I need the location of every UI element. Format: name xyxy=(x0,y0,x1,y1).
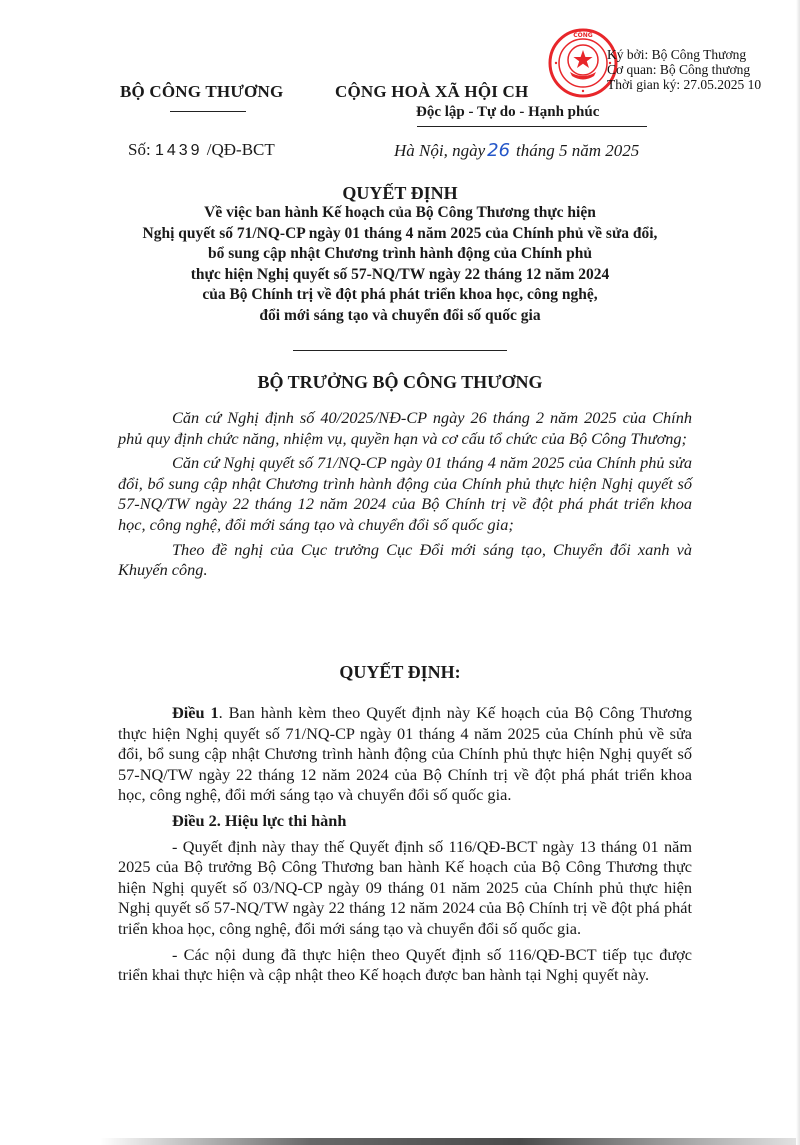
article-1-text: . Ban hành kèm theo Quyết định này Kế hoạch của Bộ Công Thương thực hiện Nghị quyết số 71/NQ-CP ngày 01 tháng 4 năm 2025 của Chính phủ về sửa đổi, bổ sung cập nhật Chương trình hành động của Chính phủ thực hiện Nghị quyết số 57-NQ/TW ngày 22 tháng 12 năm 2024 của Bộ Chính trị về đột phá phát triển khoa học, công nghệ, đổi mới sáng tạo và chuyển đổi số quốc gia. xyxy=(118,703,692,805)
subject-line: đổi mới sáng tạo và chuyển đổi số quốc gia xyxy=(259,306,541,324)
signing-time: Thời gian ký: 27.05.2025 10 xyxy=(607,77,762,92)
document-number-suffix: /QĐ-BCT xyxy=(206,140,275,159)
article-1-heading: Điều 1 xyxy=(172,703,219,722)
organization-underline xyxy=(170,111,246,112)
legal-basis xyxy=(118,408,692,585)
article-2-item: - Quyết định này thay thế Quyết định số 116/QĐ-BCT ngày 13 tháng 01 năm 2025 của Bộ trưởng Bộ Công Thương ban hành Kế hoạch của Bộ Công Thương thực hiện Nghị quyết số 03/NQ-CP ngày 09 tháng 01 năm 2025 của Chính phủ thực hiện Nghị quyết số 57-NQ/TW ngày 22 tháng 12 năm 2024 của Bộ Chính trị về đột phá phát triển khoa học, công nghệ, đổi mới sáng tạo và chuyển đổi số quốc gia. xyxy=(118,836,692,938)
scan-edge-shadow xyxy=(100,1138,800,1145)
decision-heading: QUYẾT ĐỊNH: xyxy=(339,662,461,682)
place-and-date xyxy=(394,140,639,161)
legal-basis-item: Căn cứ Nghị quyết số 71/NQ-CP ngày 01 tháng 4 năm 2025 của Chính phủ sửa đổi, bổ sung cập nhật Chương trình hành động của Chính phủ thực hiện Nghị quyết số 57-NQ/TW ngày 22 tháng 12 năm 2024 của Bộ Chính trị về đột phá phát triển khoa học, công nghệ, đổi mới sáng tạo và chuyển đổi số quốc gia; xyxy=(118,453,692,534)
place-label: Hà Nội, ngày xyxy=(394,141,486,160)
national-motto: Độc lập - Tự do - Hạnh phúc xyxy=(416,104,600,120)
subject-line: Về việc ban hành Kế hoạch của Bộ Công Thương thực hiện xyxy=(204,204,596,221)
article-2-item: - Các nội dung đã thực hiện theo Quyết định số 116/QĐ-BCT tiếp tục được triển khai thực hiện và cập nhật theo Kế hoạch được ban hành tại Nghị quyết này. xyxy=(118,944,692,985)
scan-right-edge xyxy=(796,0,800,1145)
month-year: tháng 5 năm 2025 xyxy=(516,141,640,160)
article-2-heading: Điều 2. Hiệu lực thi hành xyxy=(172,810,347,830)
document-subject xyxy=(100,203,700,326)
handwritten-day: 26 xyxy=(487,140,511,161)
signed-by: Ký bởi: Bộ Công Thương xyxy=(607,47,747,62)
document-number-prefix: Số: xyxy=(128,140,151,159)
legal-basis-item: Theo đề nghị của Cục trưởng Cục Đổi mới sáng tạo, Chuyển đổi xanh và Khuyến công. xyxy=(118,539,692,580)
issuing-organization: BỘ CÔNG THƯƠNG xyxy=(120,82,284,101)
legal-basis-item: Căn cứ Nghị định số 40/2025/NĐ-CP ngày 26 tháng 2 năm 2025 của Chính phủ quy định chức năng, nhiệm vụ, quyền hạn và cơ cấu tổ chức của Bộ Công Thương; xyxy=(118,408,692,448)
country-title: CỘNG HOÀ XÃ HỘI CH xyxy=(335,82,529,101)
document-number-value: 1439 xyxy=(154,142,203,159)
issuing-authority: BỘ TRƯỞNG BỘ CÔNG THƯƠNG xyxy=(257,372,543,392)
subject-line: Nghị quyết số 71/NQ-CP ngày 01 tháng 4 năm 2025 của Chính phủ về sửa đổi, xyxy=(142,224,658,242)
document-number xyxy=(128,140,275,160)
signing-agency: Cơ quan: Bộ Công thương xyxy=(607,62,751,77)
articles xyxy=(118,703,692,991)
motto-underline xyxy=(417,126,647,127)
document-type-title: QUYẾT ĐỊNH xyxy=(342,183,458,203)
digital-signature-info xyxy=(607,47,761,92)
subject-line: của Bộ Chính trị về đột phá phát triển khoa học, công nghệ, xyxy=(202,286,598,303)
title-divider xyxy=(293,350,507,351)
subject-line: thực hiện Nghị quyết số 57-NQ/TW ngày 22 tháng 12 năm 2024 xyxy=(190,265,610,283)
subject-line: bổ sung cập nhật Chương trình hành động của Chính phủ xyxy=(207,245,593,262)
article-1 xyxy=(118,703,692,806)
svg-text:CÔNG: CÔNG xyxy=(573,32,593,39)
